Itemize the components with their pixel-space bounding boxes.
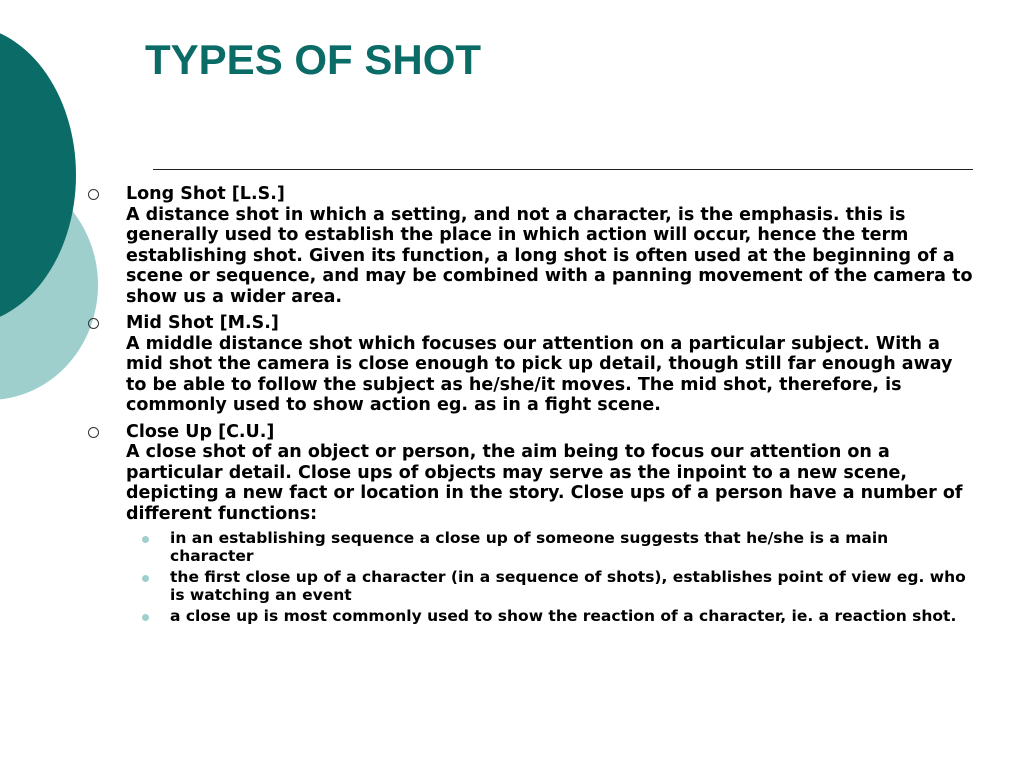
item-heading: Close Up [C.U.] <box>126 421 275 442</box>
item-heading: Long Shot [L.S.] <box>126 184 285 204</box>
slide-content <box>88 184 973 630</box>
slide-title: TYPES OF SHOT <box>145 36 482 83</box>
title-divider <box>153 169 973 170</box>
list-item-long-shot <box>88 184 973 307</box>
hollow-circle-bullet-icon <box>88 318 99 329</box>
sublist-item <box>88 608 973 626</box>
item-text: A distance shot in which a setting, and not a character, is the emphasis. this is generally used to establish the place in which action will occur, hence the term establishing shot. Given its function, a long shot is often used at the beginning of a scene or sequence, and may be combined with a panning movement of the camera to show us a wider area. <box>126 204 973 307</box>
sublist-item <box>88 530 973 565</box>
close-up-sublist <box>88 530 973 626</box>
item-heading: Mid Shot [M.S.] <box>126 313 279 333</box>
list-item-close-up <box>88 422 973 525</box>
sublist-item <box>88 569 973 604</box>
item-text: A close shot of an object or person, the aim being to focus our attention on a particular detail. Close ups of objects may serve as the inpoint to a new scene, depicting a new fact or location in the story. Close ups of a person have a number of different functions: <box>126 442 963 524</box>
item-text: A middle distance shot which focuses our attention on a particular subject. With a mid shot the camera is close enough to pick up detail, though still far enough away to be able to follow the subject as he/she/it moves. The mid shot, therefore, is commonly used to show action eg. as in a fight scene. <box>126 333 953 415</box>
filled-dot-bullet-icon <box>142 536 149 543</box>
list-item-mid-shot <box>88 313 973 416</box>
hollow-circle-bullet-icon <box>88 427 99 438</box>
hollow-circle-bullet-icon <box>88 189 99 200</box>
filled-dot-bullet-icon <box>142 614 149 621</box>
filled-dot-bullet-icon <box>142 575 149 582</box>
sublist-item-text: in an establishing sequence a close up of someone suggests that he/she is a main character <box>170 529 889 565</box>
sublist-item-text: a close up is most commonly used to show the reaction of a character, ie. a reaction shot. <box>170 607 957 625</box>
sublist-item-text: the first close up of a character (in a sequence of shots), establishes point of view eg. who is watching an event <box>170 568 966 604</box>
